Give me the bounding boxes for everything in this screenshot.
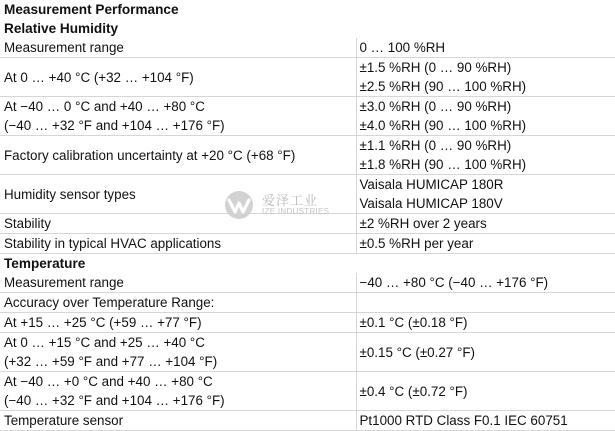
spec-value-line: ±0.5 %RH per year (360, 234, 615, 253)
spec-value (356, 38, 615, 58)
spec-label (0, 333, 356, 372)
spec-label-line: (−40 … +32 °F and +104 … +176 °F) (4, 116, 356, 135)
spec-value (356, 234, 615, 254)
spec-label (0, 38, 356, 58)
spec-value (356, 97, 615, 136)
spec-row (0, 38, 615, 58)
spec-row (0, 333, 615, 372)
spec-value-line: Vaisala HUMICAP 180R (360, 175, 615, 194)
spec-value (356, 58, 615, 97)
spec-label-line: Stability (4, 214, 356, 233)
spec-value-line: ±0.1 °C (±0.18 °F) (360, 313, 615, 332)
spec-row (0, 372, 615, 411)
spec-label-line: Measurement range (4, 273, 356, 292)
spec-row (0, 293, 615, 313)
spec-value (356, 372, 615, 411)
spec-value-line: Vaisala HUMICAP 180V (360, 194, 615, 213)
ize-logo-icon (224, 190, 254, 220)
spec-value-line: ±2.5 %RH (90 … 100 %RH) (360, 77, 615, 96)
spec-value-line: ±4.0 %RH (90 … 100 %RH) (360, 116, 615, 135)
spec-label (0, 411, 356, 431)
spec-row (0, 97, 615, 136)
spec-row (0, 411, 615, 431)
spec-label (0, 136, 356, 175)
spec-value-line (360, 293, 615, 312)
spec-value-line: ±3.0 %RH (0 … 90 %RH) (360, 97, 615, 116)
spec-row (0, 234, 615, 254)
spec-value (356, 313, 615, 333)
spec-label (0, 58, 356, 97)
watermark-text-cn: 爱泽工业 (262, 190, 318, 209)
spec-value-line: ±1.1 %RH (0 … 90 %RH) (360, 136, 615, 155)
spec-label-line: Accuracy over Temperature Range: (4, 293, 356, 312)
spec-value-line: ±1.5 %RH (0 … 90 %RH) (360, 58, 615, 77)
section-heading-row (0, 254, 615, 274)
spec-label-line: Humidity sensor types (4, 185, 356, 204)
section-heading-row (0, 19, 615, 38)
section-heading: Temperature (0, 254, 615, 274)
spec-value-line: ±0.15 °C (±0.27 °F) (360, 343, 615, 362)
spec-label-line: Temperature sensor (4, 411, 356, 430)
spec-row (0, 273, 615, 293)
spec-value (356, 333, 615, 372)
spec-label (0, 97, 356, 136)
spec-label (0, 273, 356, 293)
spec-label (0, 234, 356, 254)
spec-label (0, 293, 356, 313)
title-row (0, 0, 615, 19)
spec-row (0, 313, 615, 333)
spec-label-line: At −40 … 0 °C and +40 … +80 °C (4, 97, 356, 116)
spec-value-line: ±1.8 %RH (90 … 100 %RH) (360, 155, 615, 174)
watermark-text-en: IZE INDUSTRIES (262, 207, 329, 216)
spec-row (0, 136, 615, 175)
spec-value (356, 293, 615, 313)
spec-value (356, 411, 615, 431)
spec-value-line: −40 … +80 °C (−40 … +176 °F) (360, 273, 615, 292)
spec-label-line: (+32 … +59 °F and +77 … +104 °F) (4, 352, 356, 371)
spec-label-line: At +15 … +25 °C (+59 … +77 °F) (4, 313, 356, 332)
spec-value (356, 175, 615, 214)
spec-label-line: Factory calibration uncertainty at +20 °C (+68 °F) (4, 146, 356, 165)
spec-value (356, 273, 615, 293)
page-title: Measurement Performance (0, 0, 615, 19)
spec-value-line: ±2 %RH over 2 years (360, 214, 615, 233)
spec-label (0, 313, 356, 333)
spec-label-line: At 0 … +40 °C (+32 … +104 °F) (4, 68, 356, 87)
spec-label-line: At 0 … +15 °C and +25 … +40 °C (4, 333, 356, 352)
spec-value-line: 0 … 100 %RH (360, 38, 615, 57)
spec-value (356, 214, 615, 234)
spec-label-line: (−40 … +32 °F and +104 … +176 °F) (4, 391, 356, 410)
spec-label (0, 372, 356, 411)
section-heading: Relative Humidity (0, 19, 615, 38)
spec-label-line: At −40 … +0 °C and +40 … +80 °C (4, 372, 356, 391)
watermark-logo (224, 190, 338, 222)
spec-label-line: Measurement range (4, 38, 356, 57)
spec-value-line: Pt1000 RTD Class F0.1 IEC 60751 (360, 411, 615, 430)
spec-value (356, 136, 615, 175)
spec-label-line: Stability in typical HVAC applications (4, 234, 356, 253)
spec-value-line: ±0.4 °C (±0.72 °F) (360, 382, 615, 401)
spec-row (0, 58, 615, 97)
